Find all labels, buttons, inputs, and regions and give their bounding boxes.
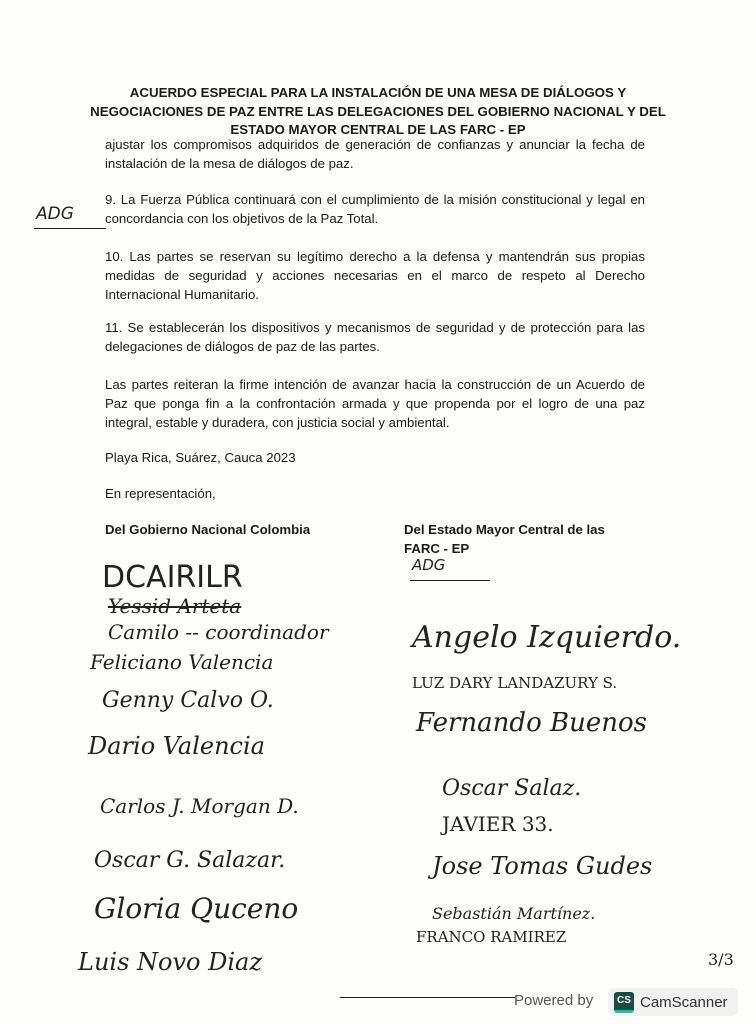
page-number: 3/3 [708, 950, 734, 969]
document-title [0, 84, 756, 140]
intro-paragraph: ajustar los compromisos adquiridos de generación de confianzas y anunciar la fecha de instalación de la mesa de diálogos de paz. [105, 137, 645, 171]
title-line: ESTADO MAYOR CENTRAL DE LAS FARC - EP [230, 122, 526, 137]
item-10: 10. Las partes se reservan su legítimo derecho a la defensa y mantendrán sus propias medidas de seguridad y acciones necesarias en el marco de respeto al Derecho Internacional Humanitario. [105, 249, 645, 302]
farc-initials: ADG [412, 556, 446, 574]
camscanner-badge [608, 988, 738, 1016]
signature: Fernando Buenos [416, 708, 647, 738]
signature: Luis Novo Diaz [78, 948, 262, 976]
title-line: NEGOCIACIONES DE PAZ ENTRE LAS DELEGACIONES DEL GOBIERNO NACIONAL Y DEL [90, 103, 666, 119]
bottom-line [340, 997, 515, 998]
signature: Sebastián Martínez. [432, 904, 596, 923]
signature: Carlos J. Morgan D. [100, 794, 299, 818]
title-line: ACUERDO ESPECIAL PARA LA INSTALACIÓN DE UNA MESA DE DIÁLOGOS Y [129, 85, 627, 100]
item-9: 9. La Fuerza Pública continuará con el cumplimiento de la misión constitucional y legal en concordancia con los objetivos de la Paz Total. [105, 192, 645, 226]
camscanner-brand: CamScanner [640, 993, 728, 1011]
signature: Jose Tomas Gudes [432, 852, 653, 880]
place-date: Playa Rica, Suárez, Cauca 2023 [105, 450, 296, 465]
closing-paragraph: Las partes reiteran la firme intención de avanzar hacia la construcción de un Acuerdo de Paz que ponga fin a la confrontación armada y que propenda por el logro de una paz integral, estable y duradera, con justicia social y ambiental. [105, 377, 645, 430]
camscanner-logo-icon: CS [614, 992, 634, 1013]
item-11: 11. Se establecerán los dispositivos y mecanismos de seguridad y de protección para las delegaciones de diálogos de paz de las partes. [105, 320, 645, 354]
representation: En representación, [105, 486, 216, 501]
signature: Camilo -- coordinador [108, 620, 329, 644]
gov-header: Del Gobierno Nacional Colombia [105, 522, 311, 537]
signature: FRANCO RAMIREZ [416, 928, 567, 946]
signature: Dario Valencia [88, 732, 265, 760]
signature: Feliciano Valencia [90, 650, 274, 674]
farc-header: Del Estado Mayor Central de las FARC - EP [404, 522, 605, 556]
margin-initials: ADG [36, 204, 74, 224]
farc-initials-line [410, 580, 490, 581]
signature: DCAIRILR [102, 560, 243, 595]
signature: JAVIER 33. [442, 812, 554, 836]
signature: Gloria Quceno [94, 892, 299, 925]
powered-by-text: Powered by [514, 992, 594, 1009]
signature: Yessid Arteta [108, 594, 242, 618]
signature: Genny Calvo O. [102, 688, 274, 713]
signature: Oscar G. Salazar. [94, 848, 286, 873]
signature: Angelo Izquierdo. [412, 620, 682, 655]
signature: Oscar Salaz. [442, 776, 582, 801]
signature: LUZ DARY LANDAZURY S. [412, 674, 618, 692]
margin-underline [34, 228, 106, 229]
